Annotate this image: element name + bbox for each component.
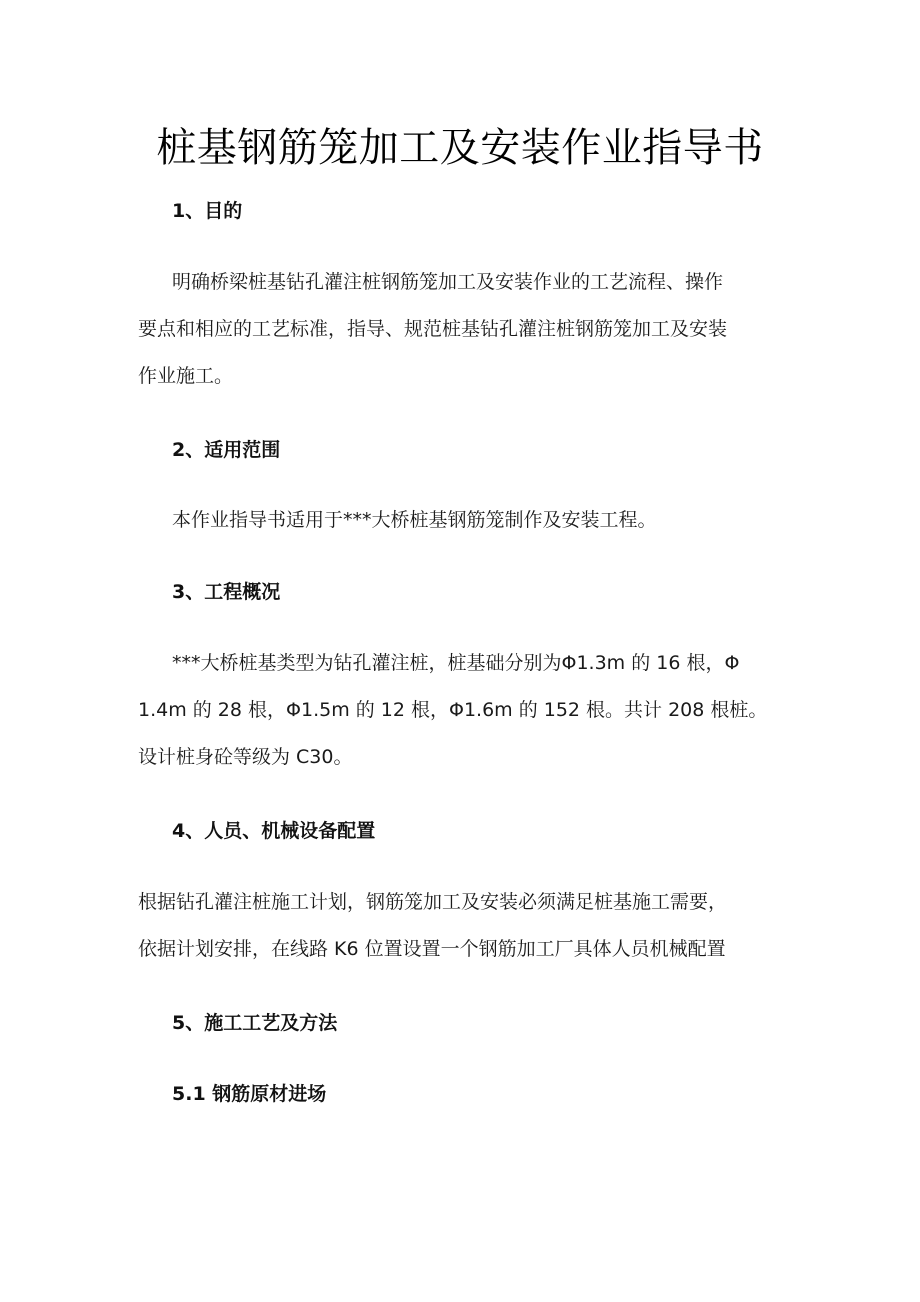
paragraph-line: 根据钻孔灌注桩施工计划，钢筋笼加工及安装必须满足桩基施工需要， — [138, 891, 728, 913]
document-title: 桩基钢筋笼加工及安装作业指导书 — [156, 125, 764, 171]
paragraph-line: 要点和相应的工艺标准，指导、规范桩基钻孔灌注桩钢筋笼加工及安装 — [138, 318, 728, 340]
paragraph-line: 依据计划安排，在线路 K6 位置设置一个钢筋加工厂具体人员机械配置 — [138, 938, 726, 960]
section-heading-staffing: 4、人员、机械设备配置 — [172, 820, 376, 842]
section-heading-scope: 2、适用范围 — [172, 439, 281, 461]
section-body-purpose — [138, 259, 788, 400]
subsection-heading-rebar-intake: 5.1 钢筋原材进场 — [172, 1083, 327, 1105]
section-heading-overview: 3、工程概况 — [172, 581, 281, 603]
paragraph-line: 作业施工。 — [138, 365, 234, 387]
section-heading-purpose: 1、目的 — [172, 200, 243, 222]
paragraph-line: 明确桥梁桩基钻孔灌注桩钢筋笼加工及安装作业的工艺流程、操作 — [172, 271, 724, 293]
paragraph-line: 本作业指导书适用于***大桥桩基钢筋笼制作及安装工程。 — [172, 509, 657, 531]
paragraph-line: 设计桩身砼等级为 C30。 — [138, 746, 353, 768]
section-heading-method: 5、施工工艺及方法 — [172, 1012, 338, 1034]
paragraph-line: 1.4m 的 28 根，Φ1.5m 的 12 根，Φ1.6m 的 152 根。共计 208 根桩。 — [138, 699, 768, 721]
section-body-scope — [138, 497, 788, 544]
section-body-staffing — [138, 879, 788, 973]
section-body-overview — [138, 640, 788, 781]
paragraph-line: ***大桥桩基类型为钻孔灌注桩，桩基础分别为Φ1.3m 的 16 根，Φ — [172, 652, 740, 674]
